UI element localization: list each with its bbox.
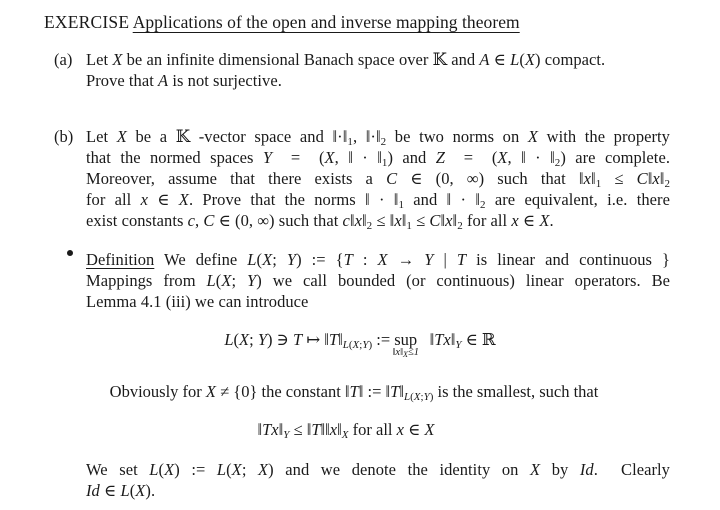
sup-operator: sup ‖x‖X≤1 [392, 330, 419, 359]
operator-inequality: ‖Tx‖Y ≤ ‖T‖‖x‖X for all x ∈ X [257, 420, 435, 441]
operator-norm-formula: L(X; Y) ∋ T ↦ ‖T‖L(X;Y) := sup ‖x‖X≤1 ‖Tx‖Y ∈ ℝ [224, 330, 496, 359]
closing-line-2: Id ∈ L(X). [86, 481, 156, 500]
part-a-label: (a) [54, 50, 73, 69]
obviously-line: Obviously for X ≠ {0} the constant ‖T‖ := ‖T‖L(X;Y) is the smallest, such that [109, 382, 599, 403]
exercise-label: EXERCISE [44, 12, 130, 32]
part-b-line-1: Let X be a 𝕂 -vector space and ‖·‖1, ‖·‖2 be two norms on X with the property [86, 127, 670, 148]
definition-line-3: Lemma 4.1 (iii) we can introduce [86, 292, 309, 311]
exercise-title [44, 12, 520, 32]
bullet-icon [67, 250, 73, 256]
part-b-line-4: for all x ∈ X. Prove that the norms ‖ · ‖1 and ‖ · ‖2 are equivalent, i.e. there [86, 190, 670, 211]
part-a-line-1: Let X be an infinite dimensional Banach space over 𝕂 and A ∈ L(X) compact. [86, 50, 606, 69]
part-b-line-2: that the normed spaces Y = (X, ‖ · ‖1) and Z = (X, ‖ · ‖2) are complete. [86, 148, 670, 169]
definition-line-1: Definition We define L(X; Y) := {T : X → Y | T is linear and continuous } [86, 250, 670, 269]
definition-heading: Definition [86, 250, 155, 269]
exercise-subtitle: Applications of the open and inverse mapping theorem [132, 12, 520, 32]
part-b-label: (b) [54, 127, 74, 146]
part-a-line-2: Prove that A is not surjective. [86, 71, 282, 90]
part-b-line-3: Moreover, assume that there exists a C ∈ (0, ∞) such that ‖x‖1 ≤ C‖x‖2 [86, 169, 670, 190]
part-b-line-5: exist constants c, C ∈ (0, ∞) such that c‖x‖2 ≤ ‖x‖1 ≤ C‖x‖2 for all x ∈ X. [86, 211, 554, 232]
closing-line-1: We set L(X) := L(X; X) and we denote the identity on X by Id. Clearly [86, 460, 670, 479]
definition-line-2: Mappings from L(X; Y) we call bounded (or continuous) linear operators. Be [86, 271, 670, 290]
